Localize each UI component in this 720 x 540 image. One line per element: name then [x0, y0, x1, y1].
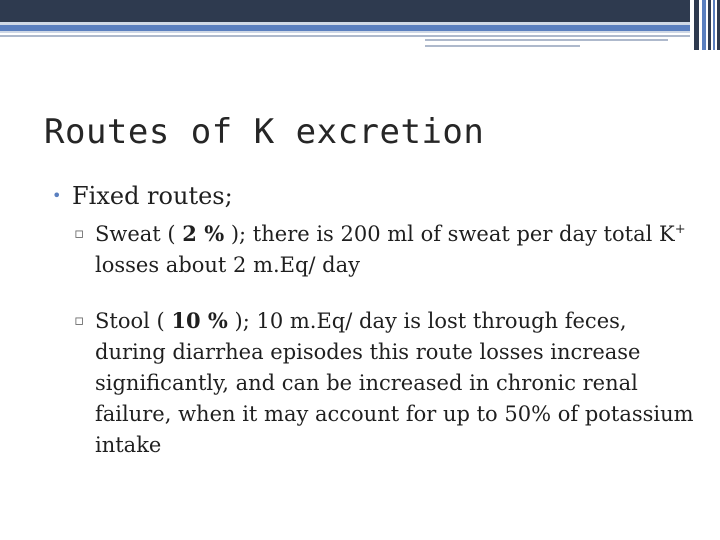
stool-percent: 10 %: [171, 308, 228, 333]
top-bar-rule-1: [0, 35, 690, 37]
bullet-fixed-routes: [52, 180, 702, 212]
sub-bullet-icon: ▫: [74, 224, 85, 242]
sub-bullet-stool: [52, 305, 702, 461]
slide-title: Routes of K excretion: [44, 112, 485, 152]
bullet-icon: •: [52, 186, 62, 205]
slide-content: [52, 180, 702, 485]
top-bar-dark-band: [0, 0, 690, 22]
vertical-stripe: [702, 0, 706, 50]
stool-prefix: Stool (: [95, 309, 172, 333]
vertical-stripe: [694, 0, 699, 50]
top-bar-rule-2: [425, 39, 668, 41]
sub-bullet-icon: ▫: [74, 311, 85, 329]
stool-suffix: ); 10 m.Eq/ day is lost through feces, during diarrhea episodes this route losses increase significantly, and can be increased in chronic renal failure, when it may account for up to 50% of potassium intake: [95, 309, 694, 457]
potassium-charge-sup: +: [674, 222, 686, 237]
vertical-stripe: [708, 0, 711, 50]
sweat-prefix: Sweat (: [95, 222, 183, 246]
decorative-top-bar: [0, 0, 720, 48]
top-bar-rule-3: [425, 45, 580, 47]
top-bar-accent-band: [0, 25, 690, 31]
sweat-suffix: ); there is 200 ml of sweat per day total K: [224, 222, 675, 246]
fixed-routes-label: Fixed routes;: [72, 182, 233, 210]
sweat-percent: 2 %: [182, 221, 225, 246]
vertical-stripe: [713, 0, 715, 50]
sub-bullet-sweat: [52, 218, 702, 281]
top-bar-vertical-stripes: [694, 0, 720, 50]
sweat-tail: losses about 2 m.Eq/ day: [95, 253, 361, 277]
